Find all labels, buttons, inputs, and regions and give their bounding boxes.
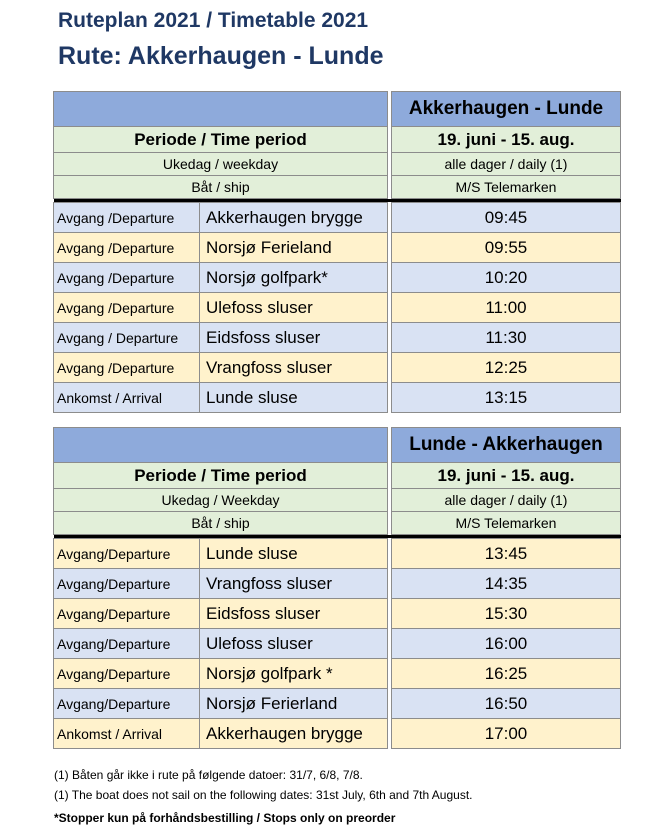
weekday-row bbox=[54, 489, 621, 512]
stop-type: Avgang / Departure bbox=[54, 323, 200, 353]
table-row bbox=[54, 689, 621, 719]
period-label: Periode / Time period bbox=[54, 463, 388, 489]
table-row bbox=[54, 353, 621, 383]
stop-name: Ulefoss sluser bbox=[200, 629, 388, 659]
stop-type: Avgang/Departure bbox=[54, 599, 200, 629]
stop-time: 13:15 bbox=[392, 383, 621, 413]
table-row bbox=[54, 233, 621, 263]
stop-type: Avgang /Departure bbox=[54, 263, 200, 293]
stop-name: Ulefoss sluser bbox=[200, 293, 388, 323]
table-row bbox=[54, 539, 621, 569]
stop-type: Avgang/Departure bbox=[54, 659, 200, 689]
timetable-return bbox=[53, 427, 621, 749]
table-row bbox=[54, 263, 621, 293]
stop-time: 15:30 bbox=[392, 599, 621, 629]
stop-name: Lunde sluse bbox=[200, 383, 388, 413]
stop-type: Ankomst / Arrival bbox=[54, 383, 200, 413]
timetable-outbound bbox=[53, 91, 621, 413]
stop-name: Eidsfoss sluser bbox=[200, 323, 388, 353]
direction-label: Lunde - Akkerhaugen bbox=[392, 428, 621, 463]
table-row bbox=[54, 569, 621, 599]
ship-label: Båt / ship bbox=[54, 176, 388, 199]
route-title: Rute: Akkerhaugen - Lunde bbox=[58, 42, 384, 70]
table-row bbox=[54, 323, 621, 353]
stop-time: 09:45 bbox=[392, 203, 621, 233]
stop-name: Lunde sluse bbox=[200, 539, 388, 569]
stop-time: 16:50 bbox=[392, 689, 621, 719]
stop-time: 09:55 bbox=[392, 233, 621, 263]
table-row bbox=[54, 719, 621, 749]
stop-name: Akkerhaugen brygge bbox=[200, 719, 388, 749]
ship-row bbox=[54, 512, 621, 535]
weekday-value: alle dager / daily (1) bbox=[392, 489, 621, 512]
stop-name: Akkerhaugen brygge bbox=[200, 203, 388, 233]
stop-type: Avgang/Departure bbox=[54, 539, 200, 569]
ship-value: M/S Telemarken bbox=[392, 512, 621, 535]
stop-time: 14:35 bbox=[392, 569, 621, 599]
stop-time: 11:30 bbox=[392, 323, 621, 353]
period-value: 19. juni - 15. aug. bbox=[392, 463, 621, 489]
stop-time: 10:20 bbox=[392, 263, 621, 293]
weekday-label: Ukedag / Weekday bbox=[54, 489, 388, 512]
stop-type: Avgang /Departure bbox=[54, 233, 200, 263]
period-label: Periode / Time period bbox=[54, 127, 388, 153]
stop-name: Norsjø golfpark * bbox=[200, 659, 388, 689]
stop-name: Vrangfoss sluser bbox=[200, 353, 388, 383]
stop-name: Norsjø golfpark* bbox=[200, 263, 388, 293]
stop-type: Avgang/Departure bbox=[54, 569, 200, 599]
direction-header-row bbox=[54, 92, 621, 127]
stop-type: Avgang/Departure bbox=[54, 629, 200, 659]
direction-header-row bbox=[54, 428, 621, 463]
period-row bbox=[54, 127, 621, 153]
footnote-preorder: *Stopper kun på forhåndsbestilling / Stops only on preorder bbox=[54, 811, 396, 825]
weekday-label: Ukedag / weekday bbox=[54, 153, 388, 176]
period-row bbox=[54, 463, 621, 489]
table-row bbox=[54, 383, 621, 413]
stop-time: 13:45 bbox=[392, 539, 621, 569]
weekday-row bbox=[54, 153, 621, 176]
ship-value: M/S Telemarken bbox=[392, 176, 621, 199]
direction-label: Akkerhaugen - Lunde bbox=[392, 92, 621, 127]
table-row bbox=[54, 293, 621, 323]
stop-time: 17:00 bbox=[392, 719, 621, 749]
table-row bbox=[54, 659, 621, 689]
stop-type: Ankomst / Arrival bbox=[54, 719, 200, 749]
stop-type: Avgang /Departure bbox=[54, 353, 200, 383]
ship-row bbox=[54, 176, 621, 199]
period-value: 19. juni - 15. aug. bbox=[392, 127, 621, 153]
table-row bbox=[54, 599, 621, 629]
weekday-value: alle dager / daily (1) bbox=[392, 153, 621, 176]
ship-label: Båt / ship bbox=[54, 512, 388, 535]
stop-name: Norsjø Ferieland bbox=[200, 233, 388, 263]
footnote-no: (1) Båten går ikke i rute på følgende datoer: 31/7, 6/8, 7/8. bbox=[54, 768, 363, 782]
stop-time: 16:25 bbox=[392, 659, 621, 689]
footnotes bbox=[54, 765, 473, 828]
stop-name: Eidsfoss sluser bbox=[200, 599, 388, 629]
stop-time: 12:25 bbox=[392, 353, 621, 383]
footnote-en: (1) The boat does not sail on the following dates: 31st July, 6th and 7th August. bbox=[54, 788, 473, 802]
table-row bbox=[54, 629, 621, 659]
stop-time: 16:00 bbox=[392, 629, 621, 659]
stop-name: Vrangfoss sluser bbox=[200, 569, 388, 599]
stop-name: Norsjø Ferierland bbox=[200, 689, 388, 719]
stop-time: 11:00 bbox=[392, 293, 621, 323]
stop-type: Avgang /Departure bbox=[54, 293, 200, 323]
stop-type: Avgang/Departure bbox=[54, 689, 200, 719]
table-row bbox=[54, 203, 621, 233]
page-title: Ruteplan 2021 / Timetable 2021 bbox=[58, 9, 369, 32]
stop-type: Avgang /Departure bbox=[54, 203, 200, 233]
